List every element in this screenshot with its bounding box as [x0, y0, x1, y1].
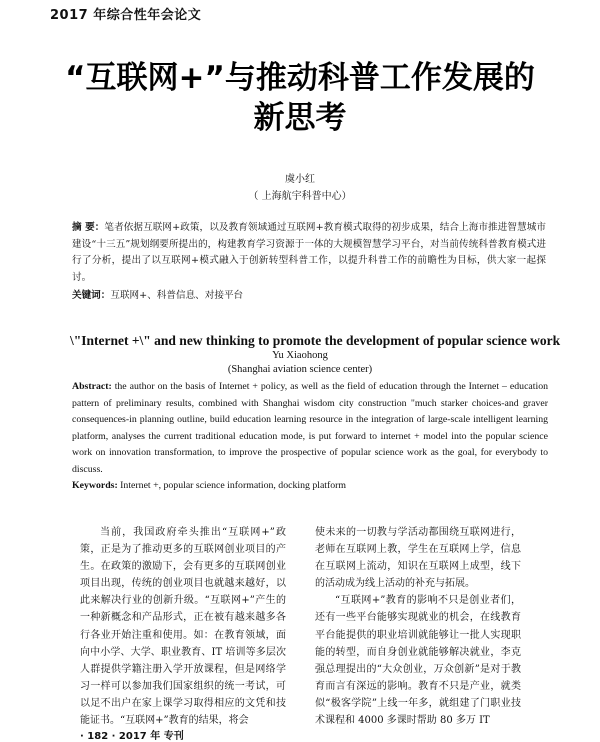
paper-title-line-2: 新思考	[253, 100, 347, 136]
english-author: Yu Xiaohong	[272, 350, 328, 361]
body-right-paragraph-2: “互联网+”教育的影响不只是创业者们，还有一些平台能够实现就业的机会，在线教育平台能提供的职业培训就能够让一批人实现职能的转型，而自身创业就能够解决就业，李克强总理提出的“大众创业，万众创新”是对于教育而言有深远的影响。教育不只是产业，就类似“极客学院”上线一年多，就组建了门职业技术课程和 4000 多课时帮助 80 多万 IT	[315, 595, 521, 727]
author-name: 虞小红	[285, 174, 315, 185]
abstract-en	[72, 379, 548, 478]
abstract-cn	[72, 220, 546, 286]
keywords-cn-label: 关键词：	[72, 290, 111, 301]
keywords-cn-text: 互联网+、科普信息、对接平台	[110, 290, 244, 301]
page-footer: · 182 · 2017 年 专刊	[80, 731, 184, 742]
keywords-en-label: Keywords:	[72, 480, 118, 491]
body-right-paragraph-1: 使未来的一切教与学活动都围绕互联网进行，老师在互联网上教，学生在互联网上学，信息在互联网上流动，知识在互联网上成型，线下的活动成为线上活动的补充与拓展。	[315, 527, 521, 590]
keywords-cn	[72, 287, 546, 301]
abstract-cn-text: 笔者依据互联网+政策，以及教育领域通过互联网+教育模式取得的初步成果，结合上海市推进智慧城市建设“十三五”规划纲要所提出的，构建教育学习资源于一体的大规模智慧学习平台，对当前传统科普教育模式进行了分析，提出了以互联网+模式融入于创新转型科普工作，以提升科普工作的前瞻性为目标，供大家一起探讨。	[72, 222, 546, 283]
keywords-en	[72, 480, 548, 491]
abstract-cn-label: 摘 要：	[72, 222, 105, 233]
body-right-column	[315, 524, 521, 729]
body-left-column: 当前，我国政府牵头推出“互联网+”政策，正是为了推动更多的互联网创业项目的产生。在政策的激励下，会有更多的互联网创业项目出现，传统的创业项目也就越来越好，以此来解决行业的创新升级。“互联网+”产生的一种新概念和产品形式，正在被有越来越多各行各业开始注重和使用。如：在教育领域，面向中小学、大学、职业教育、IT 培训等多层次人群提供学籍注册入学开放课程，但是网络学习一样可以参加我们国家组织的统一考试，可以足不出户在家上课学习取得相应的文凭和技能证书。“互联网+”教育的结果，将会	[80, 527, 286, 727]
abstract-en-label: Abstract:	[72, 381, 112, 392]
paper-title-line-1: “互联网+”与推动科普工作发展的	[65, 60, 535, 96]
abstract-en-text: the author on the basis of Internet + policy, as well as the field of education through the Internet – education pattern of preliminary results, combined with Shanghai wisdom city construction "much starker choices-and graver consequences-in planning outline, build education learning resource in the integration of large-scale intelligent learning platform, analyses the current traditional education mode, is put forward to internet + model into the popular science work on innovation transformation, to improve the prospective of popular science work as the goal, for everybody to discuss.	[72, 381, 549, 475]
english-affiliation: (Shanghai aviation science center)	[227, 364, 373, 375]
author-affiliation: （ 上海航宇科普中心）	[248, 191, 352, 202]
keywords-en-text: Internet +, popular science information, docking platform	[120, 480, 347, 491]
running-header: 2017 年综合性年会论文	[50, 8, 202, 23]
english-title: \"Internet +\" and new thinking to promote the development of popular science work	[70, 333, 561, 348]
